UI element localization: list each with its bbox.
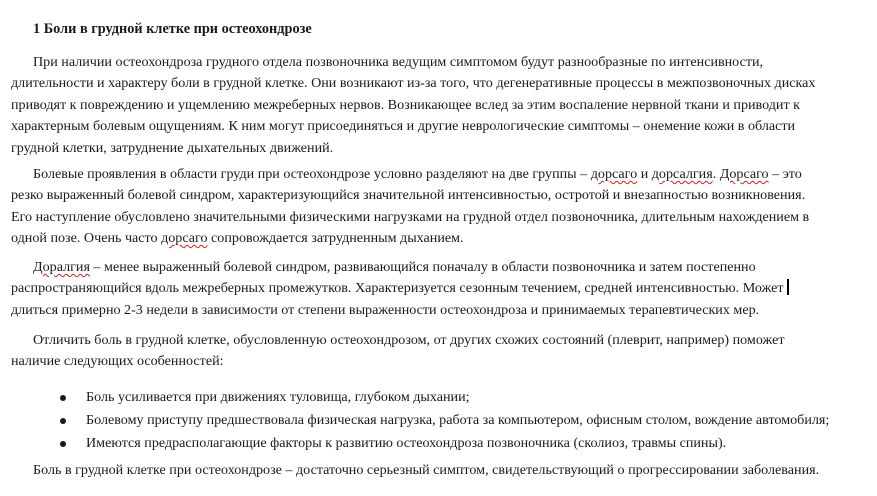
paragraph-line [11,278,877,299]
paragraph-line: наличие следующих особенностей: [11,353,224,370]
text-run: сопровождается затрудненным дыханием. [207,230,464,247]
bullet-icon [60,395,66,401]
list-item-text: Боль усиливается при движениях туловища, глубоком дыхании; [86,389,470,405]
section-heading: 1 Боли в грудной клетке при остеохондрозе [33,21,312,37]
list-item-text: Болевому приступу предшествовала физическая нагрузка, работа за компьютером, офисным столом, вождение автомобиля; [86,412,830,429]
misspelled-word[interactable]: дорсаго [161,230,208,247]
text-run: . [712,166,720,182]
paragraph-line: характерным болевым ощущениям. К ним могут присоединяться и другие неврологические симптомы – онемение кожи в области [11,118,796,135]
text-run: – это [768,166,802,182]
paragraph-line [11,257,877,278]
paragraph-5[interactable] [11,460,877,481]
misspelled-word[interactable]: дорсалгия [651,166,713,182]
text-run: распространяющийся вдоль межреберных промежутков. Характеризуется сезонным течением, средней интенсивностью. Может [11,280,784,297]
bullet-icon [60,418,66,424]
paragraph-line: При наличии остеохондроза грудного отдела позвоночника ведущим симптомом будут разнообразные по интенсивности, [33,54,764,70]
paragraph-line [11,164,877,185]
paragraph-line: длиться примерно 2-3 недели в зависимости от степени выраженности остеохондроза и принимаемых терапевтических мер. [11,301,760,318]
paragraph-2[interactable] [11,164,877,250]
misspelled-word[interactable]: Доралгия [33,259,90,275]
bullet-icon [60,441,66,447]
paragraph-line: резко выраженный болевой синдром, характеризующийся значительной интенсивностью, остротой и внезапностью возникновения. [11,187,806,204]
text-cursor [787,279,789,295]
text-run: и [637,166,652,182]
text-run: – менее выраженный болевой синдром, развивающийся поначалу в области позвоночника и затем постепенно [89,259,756,275]
text-run: одной позе. Очень часто [11,230,162,247]
paragraph-line: Отличить боль в грудной клетке, обусловленную остеохондрозом, от других схожих состояний (плеврит, например) поможет [33,332,785,348]
list-item-text: Имеются предрасполагающие факторы к развитию остеохондроза позвоночника (сколиоз, травмы спины). [86,435,727,452]
misspelled-word[interactable]: дорсаго [590,166,638,182]
paragraph-line: длительности и характеру боли в грудной клетке. Они возникают из-за того, что дегенеративные процессы в межпозвоночных дисках [11,75,816,92]
paragraph-3[interactable] [11,257,877,321]
paragraph-line: приводят к повреждению и ущемлению межреберных нервов. Возникающее вслед за этим воспаление нервной ткани и приводит к [11,96,800,113]
misspelled-word[interactable]: Дорсаго [719,166,769,182]
paragraph-4[interactable] [11,330,877,373]
paragraph-line: Его наступление обусловлено значительными физическими нагрузками на грудной отдел позвоночника, длительным нахождением в [11,208,810,225]
paragraph-line: грудной клетки, затруднение дыхательных движений. [11,139,334,156]
paragraph-line: Боль в грудной клетке при остеохондрозе – достаточно серьезный симптом, свидетельствующий о прогрессировании заболевания. [33,462,820,478]
text-run: Болевые проявления в области груди при остеохондрозе условно разделяют на две группы – [33,166,591,182]
paragraph-1[interactable] [11,52,877,159]
paragraph-line [11,228,877,249]
